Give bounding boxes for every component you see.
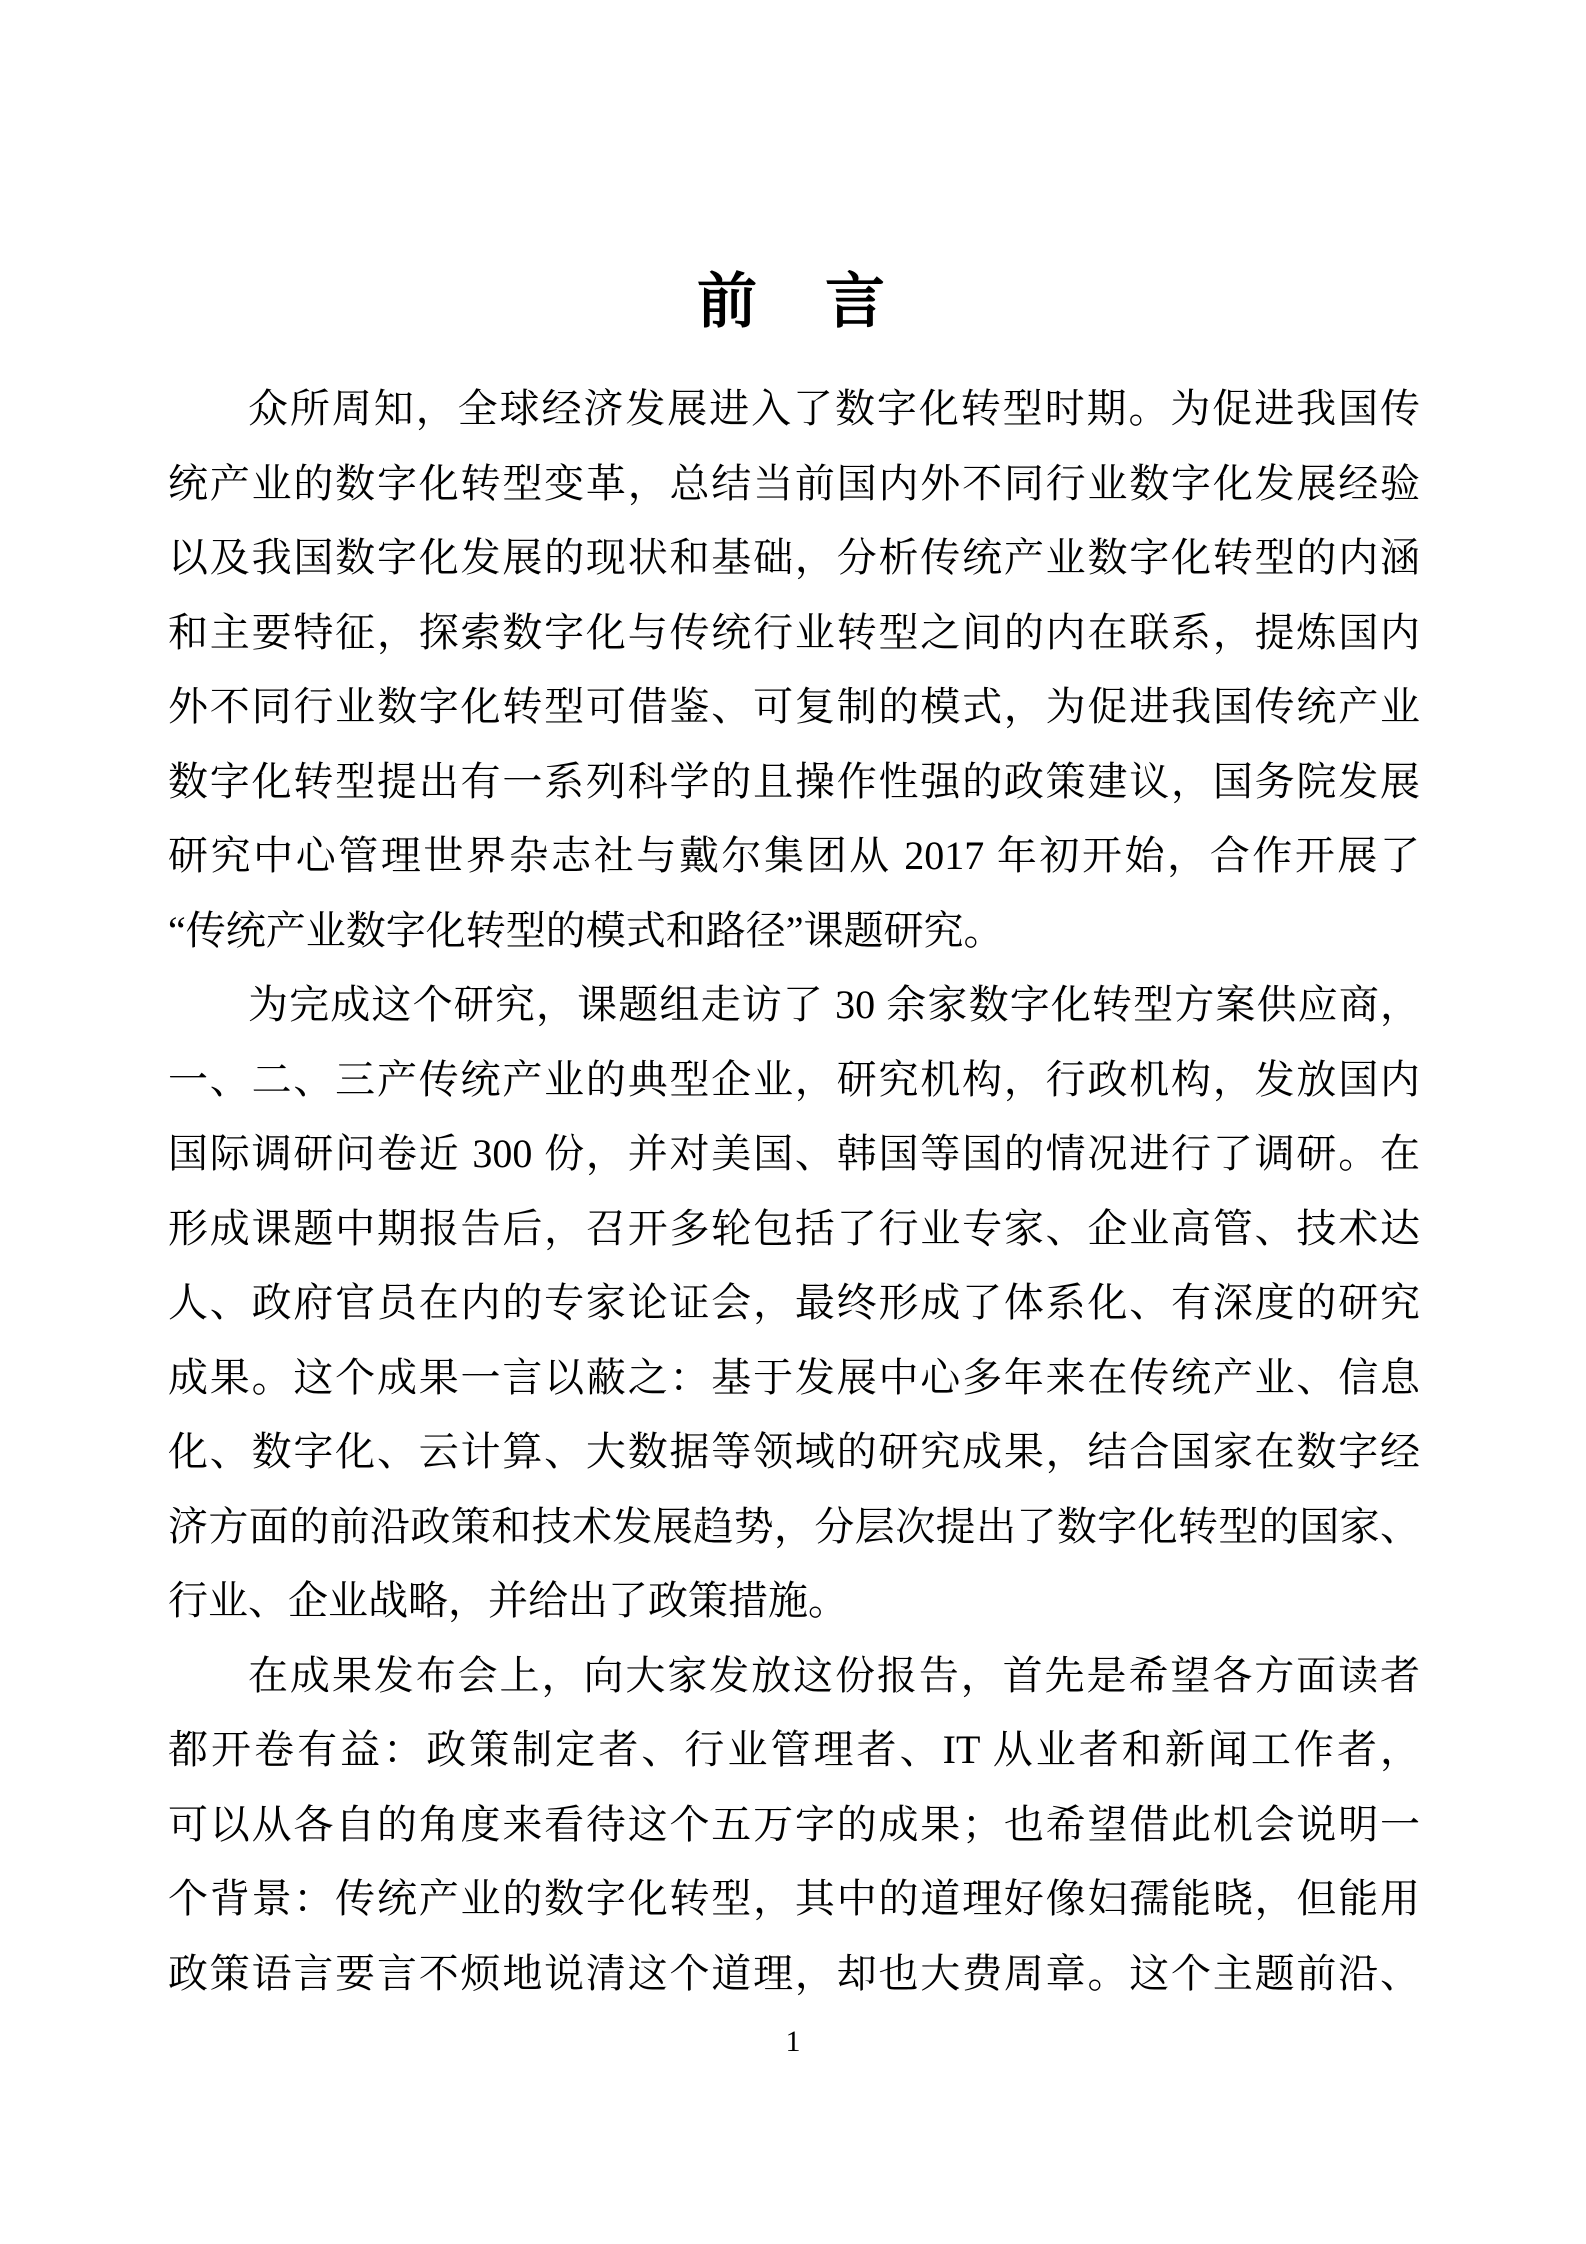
text-line: 都开卷有益：政策制定者、行业管理者、IT 从业者和新闻工作者，	[168, 1727, 1420, 1772]
text-line: 数字化转型提出有一系列科学的且操作性强的政策建议，国务院发展	[168, 758, 1420, 804]
text-line: 成果。这个成果一言以蔽之：基于发展中心多年来在传统产业、信息	[168, 1354, 1420, 1400]
text-line: 以及我国数字化发展的现状和基础，分析传统产业数字化转型的内涵	[168, 535, 1420, 580]
text-line: 外不同行业数字化转型可借鉴、可复制的模式，为促进我国传统产业	[168, 684, 1420, 729]
text-line: 个背景：传统产业的数字化转型，其中的道理好像妇孺能晓，但能用	[168, 1876, 1420, 1921]
text-line: 一、二、三产传统产业的典型企业，研究机构，行政机构，发放国内	[168, 1056, 1420, 1102]
text-line: 众所周知，全球经济发展进入了数字化转型时期。为促进我国传	[248, 386, 1420, 431]
text-line: 形成课题中期报告后，召开多轮包括了行业专家、企业高管、技术达	[168, 1205, 1420, 1251]
text-line: 人、政府官员在内的专家论证会，最终形成了体系化、有深度的研究	[168, 1280, 1420, 1325]
text-line: 在成果发布会上，向大家发放这份报告，首先是希望各方面读者	[248, 1652, 1420, 1698]
text-line: 统产业的数字化转型变革，总结当前国内外不同行业数字化发展经验	[168, 460, 1420, 506]
text-line: 济方面的前沿政策和技术发展趋势，分层次提出了数字化转型的国家、	[168, 1503, 1420, 1549]
page-title: 前 言	[697, 269, 889, 336]
text-line: 行业、企业战略，并给出了政策措施。	[168, 1578, 848, 1623]
text-line: 化、数字化、云计算、大数据等领域的研究成果，结合国家在数字经	[168, 1429, 1420, 1474]
text-line: 和主要特征，探索数字化与传统行业转型之间的内在联系，提炼国内	[168, 609, 1420, 655]
text-line: “传统产业数字化转型的模式和路径”课题研究。	[168, 907, 1004, 953]
text-line: 为完成这个研究，课题组走访了 30 余家数字化转型方案供应商，	[248, 982, 1420, 1027]
text-line: 研究中心管理世界杂志社与戴尔集团从 2017 年初开始，合作开展了	[168, 833, 1420, 878]
document-body	[168, 372, 1420, 2011]
text-line: 政策语言要言不烦地说清这个道理，却也大费周章。这个主题前沿、	[168, 1950, 1420, 1996]
page-number: 1	[785, 2025, 801, 2058]
text-line: 可以从各自的角度来看待这个五万字的成果；也希望借此机会说明一	[168, 1801, 1420, 1847]
text-line: 国际调研问卷近 300 份，并对美国、韩国等国的情况进行了调研。在	[168, 1131, 1420, 1176]
